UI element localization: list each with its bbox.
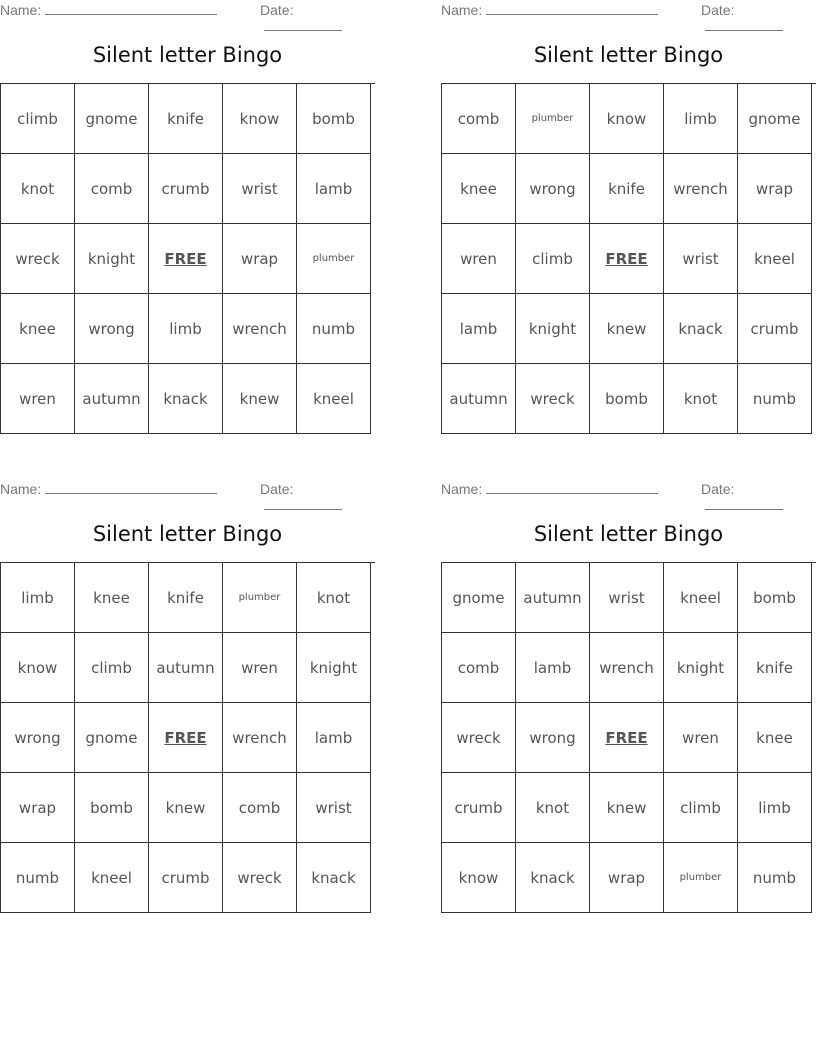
- bingo-cell: wrench: [223, 703, 297, 773]
- bingo-cell: lamb: [297, 703, 371, 773]
- name-field[interactable]: [486, 2, 658, 15]
- bingo-cell: comb: [223, 773, 297, 843]
- bingo-grid: [441, 562, 816, 913]
- bingo-cell: lamb: [297, 154, 371, 224]
- bingo-cell: limb: [738, 773, 812, 843]
- name-field[interactable]: [486, 481, 658, 494]
- free-space: FREE: [149, 224, 223, 294]
- name-label: Name:: [0, 481, 42, 497]
- bingo-cell: wrench: [590, 633, 664, 703]
- name-label: Name:: [0, 2, 42, 18]
- bingo-cell: wrench: [223, 294, 297, 364]
- name-field[interactable]: [45, 2, 217, 15]
- bingo-cell: crumb: [149, 843, 223, 913]
- bingo-cell: wrist: [664, 224, 738, 294]
- bingo-cell: kneel: [664, 563, 738, 633]
- card-title: Silent letter Bingo: [533, 43, 724, 67]
- bingo-cell: knight: [664, 633, 738, 703]
- bingo-grid: [441, 83, 816, 434]
- bingo-cell: gnome: [75, 84, 149, 154]
- bingo-cell: wren: [442, 224, 516, 294]
- bingo-cell: wrap: [223, 224, 297, 294]
- bingo-cell: lamb: [516, 633, 590, 703]
- bingo-cell: crumb: [442, 773, 516, 843]
- bingo-cell: gnome: [442, 563, 516, 633]
- bingo-cell: kneel: [75, 843, 149, 913]
- bingo-cell: kneel: [738, 224, 812, 294]
- bingo-cell: know: [223, 84, 297, 154]
- bingo-cell: plumber: [664, 843, 738, 913]
- bingo-cell: lamb: [442, 294, 516, 364]
- bingo-cell: comb: [442, 633, 516, 703]
- bingo-cell: wrong: [1, 703, 75, 773]
- bingo-cell: wren: [1, 364, 75, 434]
- bingo-cell: plumber: [223, 563, 297, 633]
- bingo-cell: know: [1, 633, 75, 703]
- bingo-cell: knack: [516, 843, 590, 913]
- bingo-cell: limb: [1, 563, 75, 633]
- date-label: Date:: [701, 2, 735, 18]
- bingo-cell: knight: [516, 294, 590, 364]
- bingo-cell: knee: [75, 563, 149, 633]
- bingo-cell: kneel: [297, 364, 371, 434]
- bingo-cell: bomb: [738, 563, 812, 633]
- bingo-cell: numb: [1, 843, 75, 913]
- bingo-cell: knot: [516, 773, 590, 843]
- free-space: FREE: [590, 703, 664, 773]
- bingo-cell: gnome: [75, 703, 149, 773]
- bingo-cell: limb: [149, 294, 223, 364]
- bingo-cell: knot: [297, 563, 371, 633]
- bingo-cell: know: [590, 84, 664, 154]
- bingo-cell: comb: [75, 154, 149, 224]
- bingo-cell: knife: [590, 154, 664, 224]
- bingo-cell: wreck: [442, 703, 516, 773]
- card-title: Silent letter Bingo: [533, 522, 724, 546]
- date-field[interactable]: [705, 497, 783, 510]
- bingo-card-3: [0, 479, 375, 913]
- bingo-cell: gnome: [738, 84, 812, 154]
- bingo-cell: crumb: [738, 294, 812, 364]
- bingo-cell: knee: [442, 154, 516, 224]
- bingo-cell: climb: [1, 84, 75, 154]
- bingo-cell: autumn: [75, 364, 149, 434]
- bingo-cell: autumn: [516, 563, 590, 633]
- bingo-cell: wreck: [516, 364, 590, 434]
- date-label: Date:: [701, 481, 735, 497]
- name-label: Name:: [441, 481, 483, 497]
- bingo-cell: plumber: [516, 84, 590, 154]
- date-label: Date:: [260, 481, 294, 497]
- bingo-cell: comb: [442, 84, 516, 154]
- header-fields: [0, 0, 375, 22]
- bingo-cell: knew: [590, 294, 664, 364]
- bingo-cell: knight: [297, 633, 371, 703]
- bingo-cell: wreck: [223, 843, 297, 913]
- name-label: Name:: [441, 2, 483, 18]
- bingo-cell: wrong: [516, 154, 590, 224]
- bingo-cell: knife: [149, 84, 223, 154]
- name-field[interactable]: [45, 481, 217, 494]
- bingo-cell: knew: [223, 364, 297, 434]
- header-fields: [441, 479, 816, 501]
- bingo-cell: crumb: [149, 154, 223, 224]
- date-field[interactable]: [264, 497, 342, 510]
- header-fields: [441, 0, 816, 22]
- bingo-cell: knight: [75, 224, 149, 294]
- free-space: FREE: [590, 224, 664, 294]
- bingo-cell: wrap: [738, 154, 812, 224]
- bingo-cell: bomb: [297, 84, 371, 154]
- free-space: FREE: [149, 703, 223, 773]
- bingo-card-1: [0, 0, 375, 434]
- bingo-grid: [0, 83, 375, 434]
- bingo-cell: knife: [738, 633, 812, 703]
- bingo-cell: plumber: [297, 224, 371, 294]
- bingo-cell: know: [442, 843, 516, 913]
- date-label: Date:: [260, 2, 294, 18]
- bingo-cell: knife: [149, 563, 223, 633]
- card-title: Silent letter Bingo: [92, 43, 283, 67]
- bingo-cell: bomb: [75, 773, 149, 843]
- bingo-card-2: [441, 0, 816, 434]
- bingo-cell: wrong: [516, 703, 590, 773]
- bingo-cell: knack: [297, 843, 371, 913]
- bingo-cell: knot: [1, 154, 75, 224]
- bingo-cell: bomb: [590, 364, 664, 434]
- bingo-cell: knew: [149, 773, 223, 843]
- bingo-cell: autumn: [442, 364, 516, 434]
- bingo-cell: wrap: [1, 773, 75, 843]
- bingo-cell: limb: [664, 84, 738, 154]
- bingo-cell: wrist: [297, 773, 371, 843]
- bingo-cell: wren: [664, 703, 738, 773]
- bingo-cell: climb: [664, 773, 738, 843]
- bingo-cell: knack: [149, 364, 223, 434]
- card-title: Silent letter Bingo: [92, 522, 283, 546]
- bingo-cell: wren: [223, 633, 297, 703]
- bingo-cell: numb: [738, 364, 812, 434]
- bingo-cell: wrap: [590, 843, 664, 913]
- bingo-cell: knee: [738, 703, 812, 773]
- bingo-cell: wrench: [664, 154, 738, 224]
- bingo-cell: wreck: [1, 224, 75, 294]
- bingo-cell: wrist: [223, 154, 297, 224]
- bingo-cell: knee: [1, 294, 75, 364]
- bingo-cell: numb: [738, 843, 812, 913]
- bingo-cell: knack: [664, 294, 738, 364]
- bingo-cell: wrist: [590, 563, 664, 633]
- header-fields: [0, 479, 375, 501]
- bingo-cell: knot: [664, 364, 738, 434]
- bingo-grid: [0, 562, 375, 913]
- bingo-cell: climb: [75, 633, 149, 703]
- bingo-card-4: [441, 479, 816, 913]
- bingo-cell: autumn: [149, 633, 223, 703]
- bingo-cell: knew: [590, 773, 664, 843]
- bingo-cell: numb: [297, 294, 371, 364]
- date-field[interactable]: [705, 18, 783, 31]
- bingo-cell: climb: [516, 224, 590, 294]
- bingo-cell: wrong: [75, 294, 149, 364]
- date-field[interactable]: [264, 18, 342, 31]
